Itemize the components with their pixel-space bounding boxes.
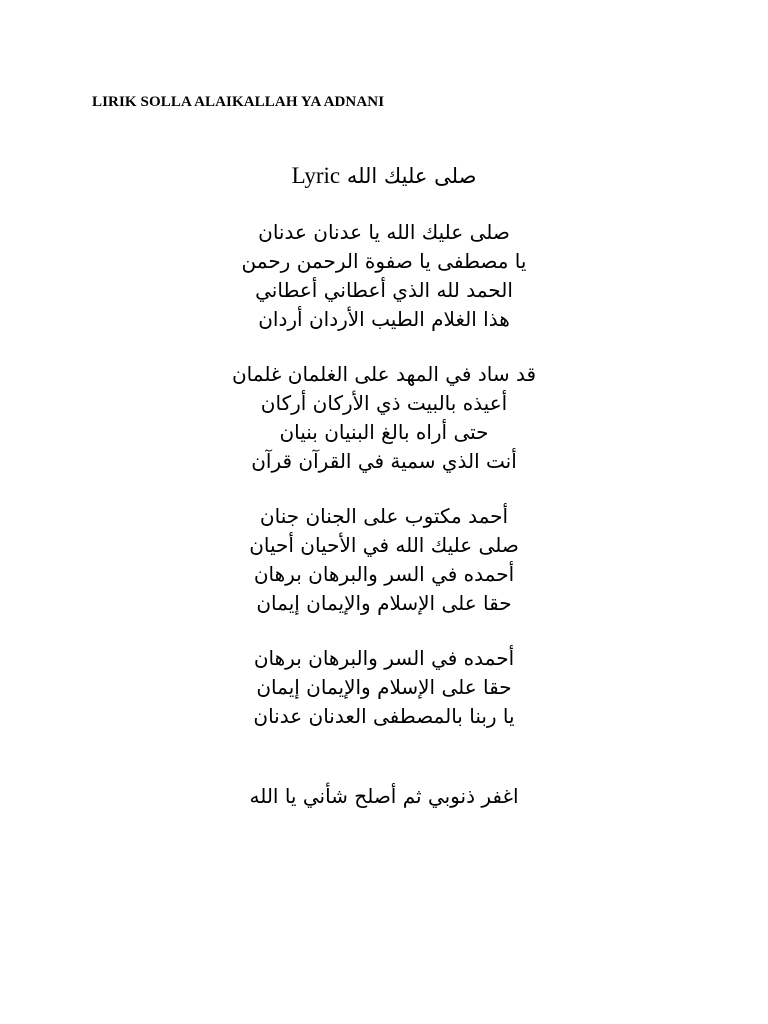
- lyric-line: حقا على الإسلام والإيمان إيمان: [256, 675, 512, 699]
- lyric-line: أحمده في السر والبرهان برهان: [253, 646, 515, 670]
- stanza-1: [0, 218, 768, 334]
- lyric-line: أحمده في السر والبرهان برهان: [253, 562, 515, 586]
- lyric-line: يا مصطفى يا صفوة الرحمن رحمن: [241, 249, 527, 273]
- lyric-line: صلى عليك الله في الأحيان أحيان: [249, 533, 519, 557]
- closing-stanza: [0, 782, 768, 811]
- lyric-line: قد ساد في المهد على الغلمان غلمان: [231, 362, 537, 386]
- lyric-line: أنت الذي سمية في القرآن قرآن: [251, 449, 517, 473]
- lyric-line: يا ربنا بالمصطفى العدنان عدنان: [253, 704, 515, 728]
- lyric-line: صلى عليك الله يا عدنان عدنان: [258, 220, 510, 244]
- lyric-heading-arabic: صلى عليك الله: [346, 164, 477, 188]
- stanza-3: [0, 502, 768, 618]
- lyrics-block: [0, 160, 768, 811]
- lyric-heading: [0, 160, 768, 192]
- stanza-4: [0, 644, 768, 731]
- lyric-line: الحمد لله الذي أعطاني أعطاني: [255, 278, 513, 302]
- closing-line: اغفر ذنوبي ثم أصلح شأني يا الله: [249, 784, 519, 808]
- document-title: LIRIK SOLLA ALAIKALLAH YA ADNANI: [92, 94, 385, 110]
- lyric-line: حتى أراه بالغ البنيان بنيان: [279, 420, 489, 444]
- lyric-line: أحمد مكتوب على الجنان جنان: [259, 504, 509, 528]
- lyric-line: أعيذه بالبيت ذي الأركان أركان: [260, 391, 508, 415]
- lyric-line: حقا على الإسلام والإيمان إيمان: [256, 591, 512, 615]
- lyric-line: هذا الغلام الطيب الأردان أردان: [258, 307, 510, 331]
- lyric-heading-latin: Lyric: [291, 163, 341, 188]
- stanza-2: [0, 360, 768, 476]
